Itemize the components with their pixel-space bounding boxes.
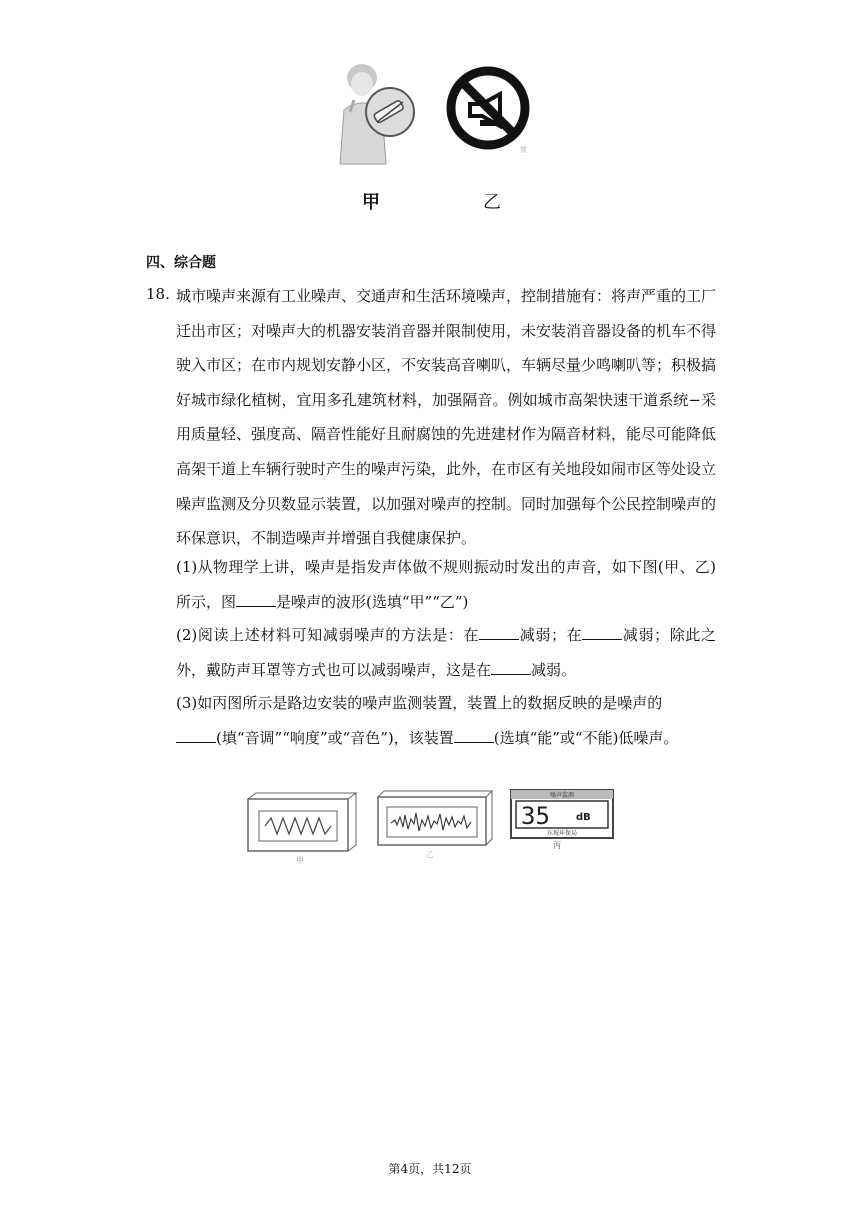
answer-blank[interactable] [479, 625, 519, 640]
noise-monitor-label: 丙 [553, 841, 561, 850]
part3-text-b: (填“音调”“响度”或“音色”)，该装置 [216, 728, 454, 747]
figure-caption-jia: 甲 [362, 192, 380, 213]
part2-text-c: 减弱；除此之外，戴防声耳罩等方式也可以减弱噪声，这是在 [176, 626, 716, 679]
waveform-jia-panel [248, 793, 356, 851]
no-horn-sign-image [451, 71, 527, 154]
section-heading: 四、综合题 [146, 255, 216, 271]
answer-blank[interactable] [176, 728, 216, 743]
question-part-1 [176, 550, 716, 619]
waveform-yi-panel [378, 791, 492, 845]
noise-monitor-device [511, 790, 613, 838]
answer-blank[interactable] [236, 592, 276, 607]
monitor-header: 噪声监测 [549, 792, 575, 799]
girl-covering-ears-image [340, 64, 414, 164]
part1-text-a: (1)从物理学上讲，噪声是指发声体做不规则振动时发出的声音，如下图(甲、乙)所示，图 [176, 558, 716, 611]
part2-text-a: (2)阅读上述材料可知减弱噪声的方法是：在 [176, 626, 480, 644]
monitor-reading-value: 35 [521, 802, 550, 830]
monitor-footer: 东坡环保局 [546, 830, 578, 837]
part3-text-a: (3)如丙图所示是路边安装的噪声监测装置，装置上的数据反映的是噪声的 [176, 694, 663, 712]
svg-text:禁: 禁 [520, 146, 527, 154]
part2-text-d: 减弱。 [531, 660, 577, 679]
page-footer: 第4页，共12页 [388, 1162, 472, 1176]
part2-text-b: 减弱；在 [519, 626, 583, 644]
question-number: 18. [146, 285, 170, 303]
answer-blank[interactable] [491, 660, 531, 675]
question-part-2 [176, 618, 716, 687]
answer-blank[interactable] [582, 625, 622, 640]
bottom-figure [245, 787, 620, 869]
top-figure [330, 60, 540, 168]
waveform-jia-label: 甲 [296, 856, 304, 865]
part3-text-c: (选填“能”或“不能)低噪声。 [493, 728, 679, 747]
question-part-3 [176, 686, 716, 755]
monitor-reading-unit: dB [576, 812, 591, 823]
waveform-yi-label: 乙 [426, 850, 434, 859]
part1-text-b: 是噪声的波形(选填“甲”“乙”) [276, 592, 469, 611]
figure-caption-yi: 乙 [483, 192, 501, 213]
answer-blank[interactable] [454, 728, 494, 743]
question-intro: 城市噪声来源有工业噪声、交通声和生活环境噪声，控制措施有：将声严重的工厂迁出市区；对噪声大的机器安装消音器并限制使用，未安装消音器设备的机车不得驶入市区；在市内规划安静小区，不安装高音喇叭，车辆尽量少鸣喇叭等；积极搞好城市绿化植树，宜用多孔建筑材料，加强隔音。例如城市高架快速干道系统−采用质量轻、强度高、隔音性能好且耐腐蚀的先进建材作为隔音材料，能尽可能降低高架干道上车辆行驶时产生的噪声污染，此外，在市区有关地段如闹市区等处设立噪声监测及分贝数显示装置，以加强对噪声的控制。同时加强每个公民控制噪声的环保意识，不制造噪声并增强自我健康保护。 [176, 287, 717, 548]
